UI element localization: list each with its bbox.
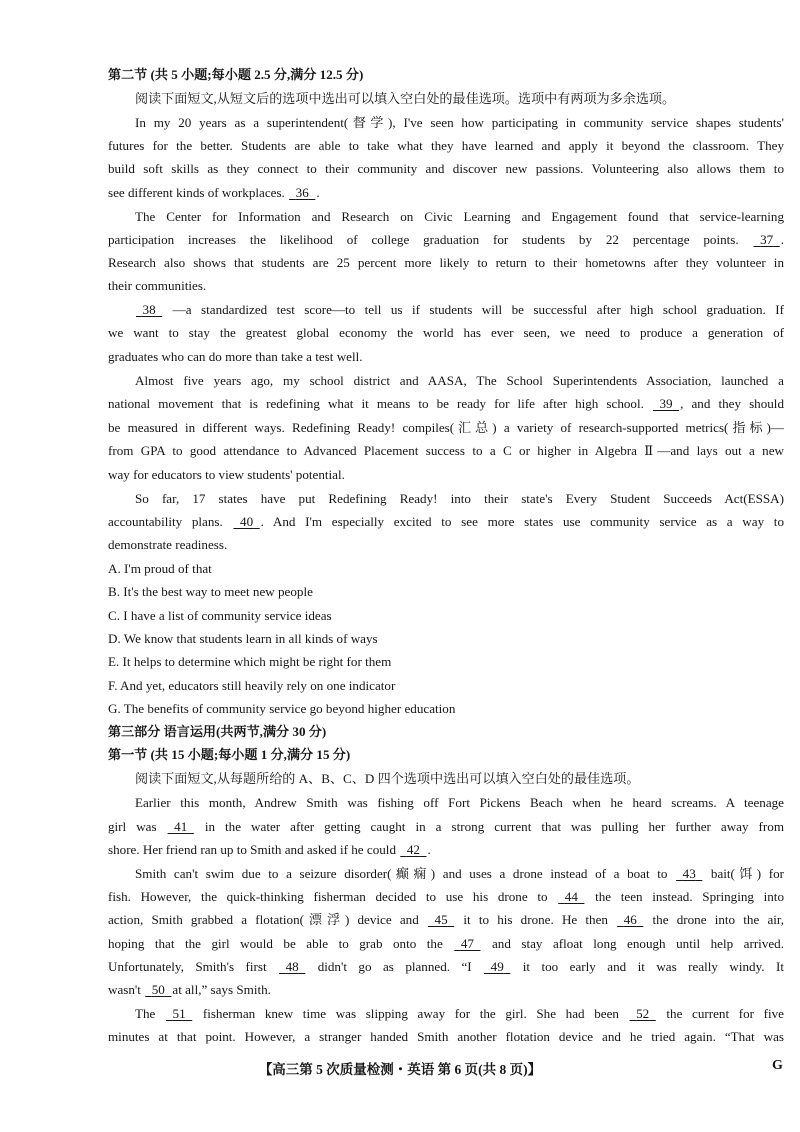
passage-line: national movement that is redefining what it means to be ready for life after high school. 39 , and they should [108,396,784,411]
section-title: 第二节 (共 5 小题;每小题 2.5 分,满分 12.5 分) [108,67,364,82]
page-footer: 【高三第 5 次质量检测・英语 第 6 页(共 8 页)】 [258,1062,542,1077]
passage-line: be measured in different ways. Redefining Ready! compiles(汇总) a variety of research-supported metrics(指标)— [108,420,784,435]
blank-48[interactable]: 48 [285,959,299,974]
passage-line: Earlier this month, Andrew Smith was fishing off Fort Pickens Beach when he heard screams. A teenage [135,795,784,810]
passage-line: from GPA to good attendance to Advanced Placement success to a C or higher in Algebra Ⅱ—and lays out a new [108,443,784,458]
blank-46[interactable]: 46 [623,912,637,927]
option-g: G. The benefits of community service go beyond higher education [108,701,456,716]
section-title: 第一节 (共 15 小题;每小题 1 分,满分 15 分) [108,747,351,762]
option-b: B. It's the best way to meet new people [108,584,313,599]
passage-line: So far, 17 states have put Redefining Ready! into their state's Every Student Succeeds Act(ESSA) [135,491,784,506]
option-d: D. We know that students learn in all kinds of ways [108,631,378,646]
blank-49[interactable]: 49 [490,959,504,974]
passage-line: Unfortunately, Smith's first 48 didn't go as planned. “I 49 it too early and it was really windy. It [108,959,784,974]
passage-line: The 51 fisherman knew time was slipping away for the girl. She had been 52 the current for five [135,1006,784,1021]
blank-50[interactable]: 50 [151,982,165,997]
passage-line: shore. Her friend ran up to Smith and asked if he could 42 . [108,842,431,857]
passage-line: minutes at that point. However, a stranger handed Smith another flotation device and he tried again. “That was [108,1029,784,1044]
section-instruction: 阅读下面短文,从短文后的选项中选出可以填入空白处的最佳选项。选项中有两项为多余选项。 [135,91,676,106]
passage-line: hoping that the girl would be able to grab onto the 47 and stay afloat long enough until help arrived. [108,936,784,951]
blank-39[interactable]: 39 [659,396,673,411]
blank-51[interactable]: 51 [172,1006,186,1021]
passage-line: girl was 41 in the water after getting caught in a strong current that was pulling her further away from [108,819,784,834]
blank-47[interactable]: 47 [460,936,474,951]
passage-line: demonstrate readiness. [108,537,228,552]
passage-line: 38 —a standardized test score—to tell us if students will be successful after high school graduation. If [135,301,784,319]
blank-45[interactable]: 45 [434,912,448,927]
option-a: A. I'm proud of that [108,561,212,576]
section-instruction: 阅读下面短文,从每题所给的 A、B、C、D 四个选项中选出可以填入空白处的最佳选项。 [135,771,640,786]
blank-44[interactable]: 44 [564,889,578,904]
paper-version-mark: G [772,1058,783,1073]
passage-line: graduates who can do more than take a test well. [108,349,363,364]
passage-line: In my 20 years as a superintendent(督学), I've seen how participating in community service shapes students' [135,115,784,130]
blank-37[interactable]: 37 [760,232,774,247]
blank-52[interactable]: 52 [636,1006,650,1021]
passage-line: wasn't 50 at all,” says Smith. [108,982,271,997]
blank-41[interactable]: 41 [174,819,188,834]
part-title: 第三部分 语言运用(共两节,满分 30 分) [108,724,327,739]
passage-line: action, Smith grabbed a flotation(漂浮) device and 45 it to his drone. He then 46 the drone into the air, [108,912,785,927]
passage-line: futures for the better. Students are able to take what they have learned and apply it beyond the classroom. They [108,138,784,153]
passage-line: accountability plans. 40 . And I'm especially excited to see more states use community service as a way to [108,514,784,529]
passage-line: we want to stay the greatest global economy the world has ever seen, we need to produce a generation of [108,325,784,340]
blank-42[interactable]: 42 [406,842,420,857]
passage-line: way for educators to view students' potential. [108,467,345,482]
option-e: E. It helps to determine which might be right for them [108,654,392,669]
passage-line: The Center for Information and Research on Civic Learning and Engagement found that service-learning [135,209,784,224]
blank-36[interactable]: 36 [295,185,309,200]
passage-line: see different kinds of workplaces. 36 . [108,185,320,200]
blank-38[interactable]: 38 [142,302,156,317]
passage-line: build soft skills as they connect to their community and discover new passions. Volunteering also allows them to [108,161,784,176]
blank-40[interactable]: 40 [240,514,254,529]
passage-line: Smith can't swim due to a seizure disorder(癫痫) and uses a drone instead of a boat to 43 bait(饵) for [135,866,784,881]
passage-line: fish. However, the quick-thinking fisherman decided to use his drone to 44 the teen instead. Springing into [108,889,784,904]
option-f: F. And yet, educators still heavily rely on one indicator [108,678,396,693]
option-c: C. I have a list of community service ideas [108,608,332,623]
passage-line: their communities. [108,278,207,293]
passage-line: Almost five years ago, my school district and AASA, The School Superintendents Association, launched a [135,373,784,388]
passage-line: participation increases the likelihood of college graduation for students by 22 percentage points. 37 . [108,232,785,247]
blank-43[interactable]: 43 [682,866,696,881]
passage-line: Research also shows that students are 25 percent more likely to return to their hometowns after they volunteer in [108,255,784,270]
